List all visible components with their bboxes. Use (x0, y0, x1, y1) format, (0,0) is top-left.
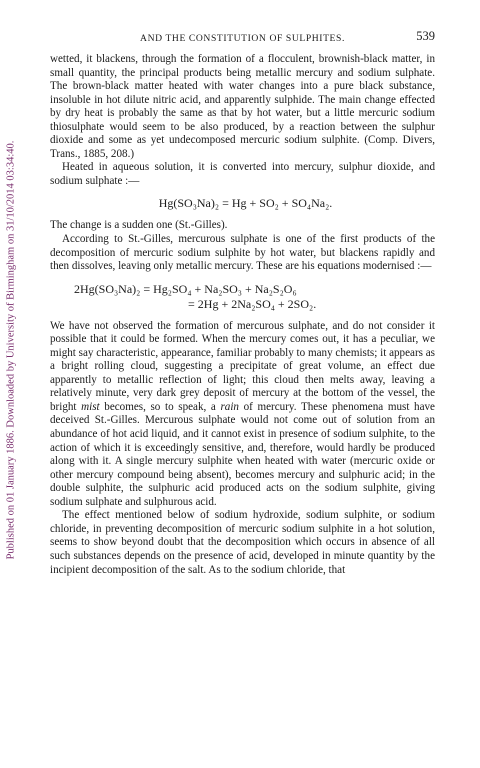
emphasis-rain: rain (220, 400, 239, 413)
equation-1-lhs: Hg(SO₃Na)₂ (158, 196, 220, 211)
equation-2 (50, 282, 435, 297)
equation-2-rel: = (143, 281, 151, 296)
paragraph-5-part-a: We have not observed the formation of mercurous sulphate, and do not consider it possible that it could be formed. When the mercury comes out, it has a peculiar, we might say characteristic, appearance, familiar probably to many chemists; it appears as a bright rolling cloud, suggesting a precipitate of great volume, an effect due apparently to metallic reflection of light; this cloud then melts away, leaving a relatively minute, very dark grey deposit of mercury at the bottom of the vessel, the bright (50, 319, 435, 413)
paragraph-5-part-c: of mercury. These phenomena must have deceived St.-Gilles. Mercurous sulphate would not come out of solution from an abundance of hot acid liquid, and it cannot exist in presence of sodium sulphite, to the action of which it is exceedingly sensitive, and, therefore, would hardly be produced along with it. A single mercury sulphite when heated with water (mercuric oxide or other mercury compound being absent), becomes mercury and sulphuric acid; in the double sulphite, the sulphuric acid produced acts on the sodium sulphite, giving sodium sulphate and sulphurous acid. (50, 400, 435, 508)
equation-1-rel: = (222, 196, 229, 211)
equation-2-rhs: Hg₂SO₄ + Na₂SO₃ + Na₂S₂O₆ (153, 281, 297, 296)
paper-page (50, 30, 435, 577)
paragraph-2: Heated in aqueous solution, it is converted into mercury, sulphur dioxide, and sodium sulphate :— (50, 161, 435, 187)
paragraph-5-part-b: becomes, so to speak, a (99, 400, 221, 413)
paragraph-6: The effect mentioned below of sodium hydroxide, sodium sulphite, or sodium chloride, in preventing decomposition of mercuric sodium sulphite in a hot solution, seems to show beyond doubt that the decomposition which occurs in absence of all such substances depends on the presence of acid, developed in minute quantity by the incipient decomposition of the salt. As to the sodium chloride, that (50, 509, 435, 576)
emphasis-mist: mist (81, 400, 100, 413)
paragraph-5 (50, 320, 435, 510)
equation-1 (56, 196, 435, 211)
page-number: 539 (416, 29, 435, 43)
equation-3 (50, 297, 435, 312)
paragraph-1: wetted, it blackens, through the formation of a flocculent, brownish-black matter, in small quantity, the principal products being metallic mercury and sodium sulphate. The brown-black matter heated with water changes into a pure black substance, insoluble in hot dilute nitric acid, and apparently sulphide. The main change effected by dry heat is probably the same as that by hot water, but a little mercuric sodium thiosulphate would seem to be also produced, by a reaction between the sulphur dioxide and some as yet undecomposed mercuric sodium sulphite. (Comp. Divers, Trans., 1885, 208.) (50, 53, 435, 160)
running-head: AND THE CONSTITUTION OF SULPHITES. (140, 33, 345, 44)
equation-3-rel: = (188, 296, 195, 311)
page-header (50, 30, 435, 46)
paragraph-3: The change is a sudden one (St.-Gilles). (50, 219, 228, 232)
equation-1-rhs: Hg + SO₂ + SO₄Na₂. (231, 196, 333, 211)
equation-2-lhs: 2Hg(SO₃Na)₂ (74, 281, 141, 296)
download-watermark-text: Published on 01 January 1886. Downloaded by University of Birmingham on 31/10/2014 03:34:40. (5, 140, 17, 560)
download-watermark (0, 70, 22, 630)
paragraph-4: According to St.-Gilles, mercurous sulphate is one of the first products of the decomposition of mercuric sodium sulphite by hot water, but blackens rapidly and then dissolves, leaving only metallic mercury. These are his equations modernised :— (50, 233, 435, 273)
equation-3-rhs: 2Hg + 2Na₂SO₄ + 2SO₂. (197, 296, 317, 311)
